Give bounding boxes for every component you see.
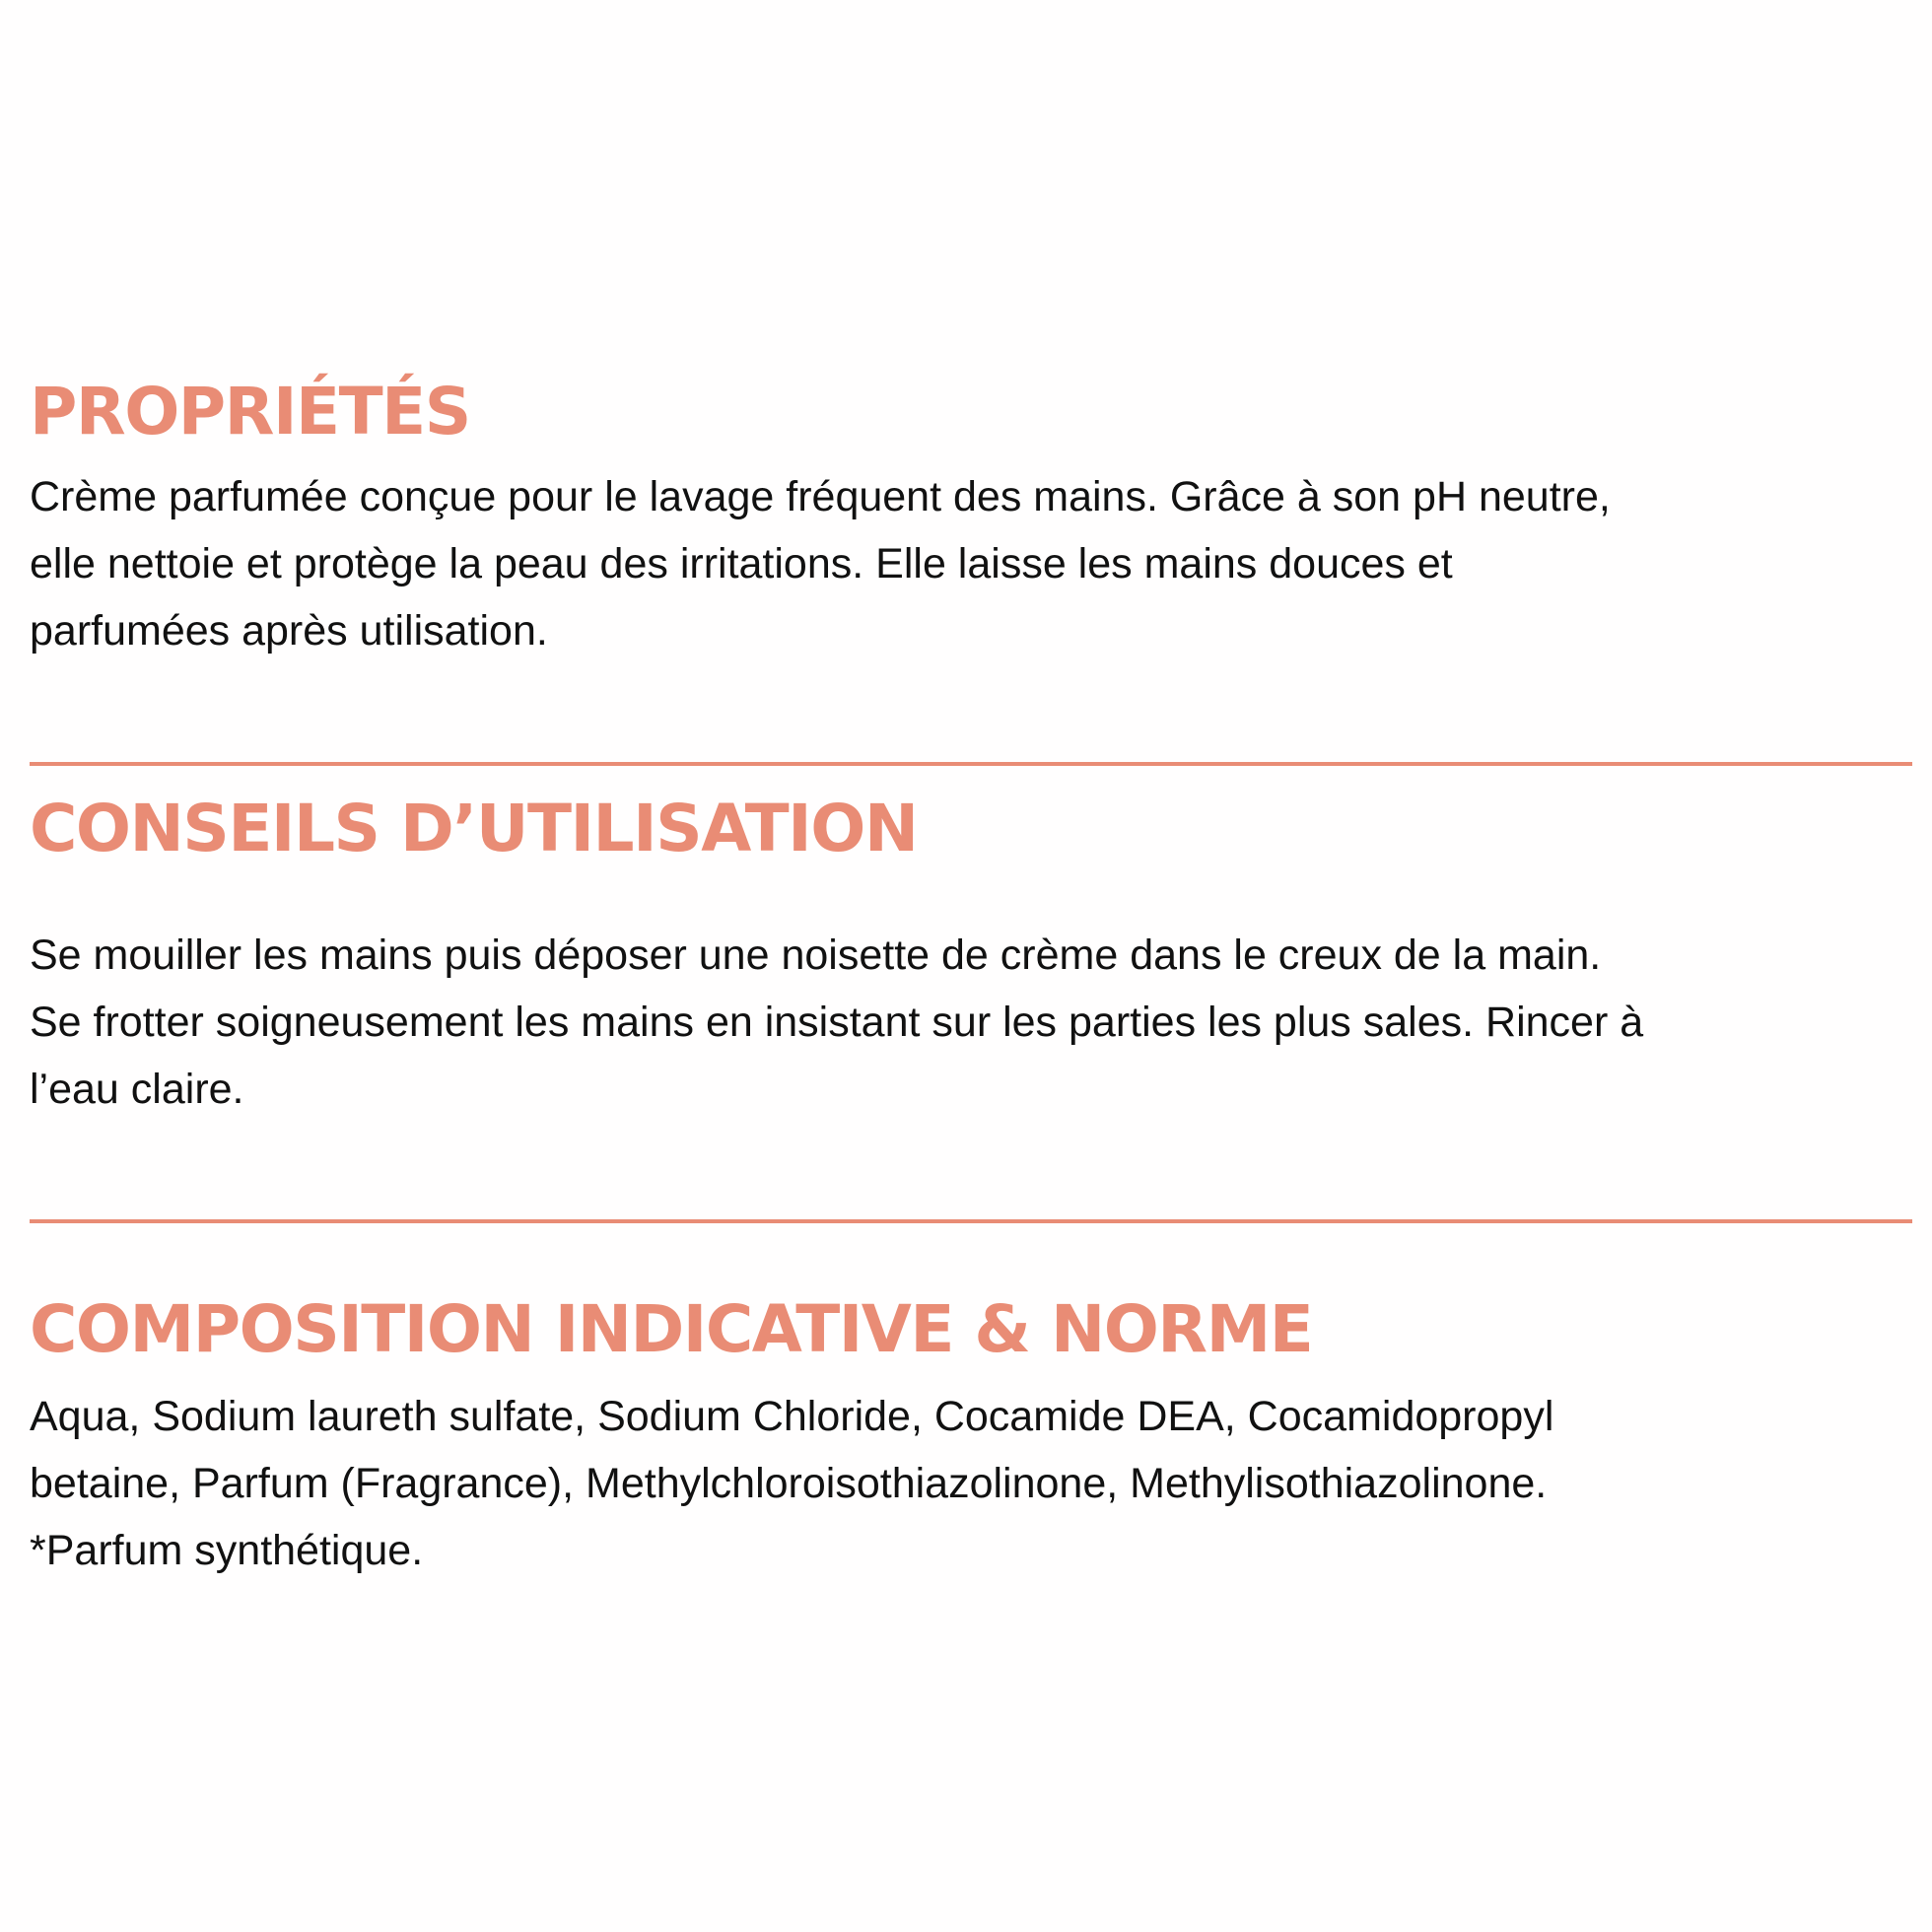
- section-title-composition: COMPOSITION INDICATIVE & NORME: [30, 1291, 1313, 1367]
- body-line: Se frotter soigneusement les mains en insistant sur les parties les plus sales. Rincer à: [30, 999, 1644, 1046]
- body-line: Aqua, Sodium laureth sulfate, Sodium Chloride, Cocamide DEA, Cocamidopropyl: [30, 1393, 1554, 1440]
- body-line: elle nettoie et protège la peau des irritations. Elle laisse les mains douces et: [30, 540, 1453, 587]
- section-divider: [30, 762, 1912, 766]
- body-line: l’eau claire.: [30, 1066, 244, 1113]
- section-body-proprietes: [30, 463, 1922, 664]
- section-body-conseils: [30, 922, 1922, 1123]
- body-line: Se mouiller les mains puis déposer une noisette de crème dans le creux de la main.: [30, 932, 1602, 979]
- section-title-proprietes: PROPRIÉTÉS: [30, 374, 470, 449]
- body-line: parfumées après utilisation.: [30, 607, 548, 655]
- section-body-composition: [30, 1383, 1922, 1584]
- section-divider: [30, 1219, 1912, 1223]
- body-line: *Parfum synthétique.: [30, 1527, 424, 1574]
- section-title-conseils: CONSEILS D’UTILISATION: [30, 791, 918, 866]
- body-line: Crème parfumée conçue pour le lavage fréquent des mains. Grâce à son pH neutre,: [30, 473, 1611, 520]
- body-line: betaine, Parfum (Fragrance), Methylchloroisothiazolinone, Methylisothiazolinone.: [30, 1460, 1548, 1507]
